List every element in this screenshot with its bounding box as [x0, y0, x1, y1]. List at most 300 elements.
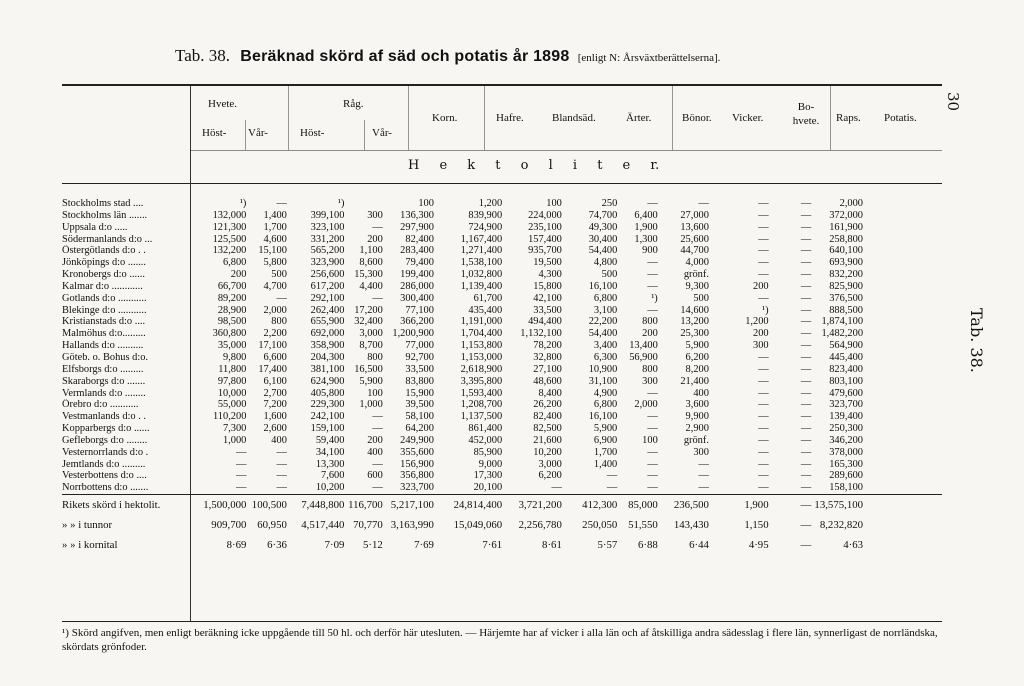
table-cell: 54,400 [588, 245, 618, 257]
table-cell: grönf. [683, 434, 709, 446]
table-cell [863, 447, 942, 459]
table-cell: — [800, 458, 812, 470]
header-bonor: Bönor. [682, 112, 712, 124]
table-cell: 10,200 [533, 446, 562, 458]
table-row [62, 305, 942, 317]
table-cell: 15,049,060 [453, 519, 503, 532]
table-cell: — [698, 482, 709, 494]
table-cell: — [647, 387, 658, 399]
table-cell: 400 [693, 387, 709, 399]
table-cell: 8,600 [359, 257, 383, 269]
table-cell: — [698, 198, 709, 209]
table-row [62, 257, 942, 269]
table-cell: 323,700 [829, 399, 864, 411]
table-cell: 3,400 [593, 340, 618, 352]
table-cell: — [236, 446, 247, 458]
col-divider [484, 86, 485, 150]
table-cell: 30,400 [588, 233, 618, 245]
county-name: Gotlands d:o ........... [62, 292, 147, 304]
col-divider [830, 86, 831, 150]
table-cell: 8,200 [685, 363, 709, 375]
table-cell: 6·44 [689, 539, 709, 552]
table-cell: 249,900 [400, 434, 434, 446]
table-cell: 9,900 [685, 411, 709, 423]
table-cell: 909,700 [211, 519, 247, 532]
table-cell: 1,600 [263, 411, 287, 423]
table-cell: 56,900 [629, 351, 658, 363]
table-cell: 2,256,780 [518, 519, 562, 532]
table-cell: — [758, 387, 769, 399]
table-row [62, 222, 942, 234]
table-cell: — [276, 458, 287, 470]
table-cell: 360,800 [212, 328, 247, 340]
county-name: Stockholms stad .... [62, 198, 144, 209]
table-cell: 51,550 [628, 519, 658, 532]
table-cell: 832,200 [829, 269, 864, 281]
county-name: Göteb. o. Bohus d:o. [62, 351, 149, 363]
table-cell: — [698, 458, 709, 470]
table-cell: 6,600 [263, 351, 287, 363]
table-cell: 33,500 [405, 363, 434, 375]
header-bottom-rule [62, 183, 942, 184]
table-cell: 16,100 [588, 411, 618, 423]
table-row [62, 210, 942, 222]
table-cell: 159,100 [310, 423, 345, 435]
table-cell: 1,000 [359, 399, 383, 411]
header-host-rag: Höst- [300, 127, 325, 139]
table-cell: 262,400 [310, 304, 345, 316]
table-cell: 13,200 [680, 316, 709, 328]
table-cell: 4,800 [593, 257, 618, 269]
table-cell: 6·36 [267, 539, 287, 552]
table-cell: 1,000 [223, 434, 247, 446]
table-cell: 3,100 [593, 304, 618, 316]
table-row [62, 293, 942, 305]
table-cell: ¹) [337, 198, 345, 209]
table-cell: ¹) [239, 198, 247, 209]
table-cell: — [647, 482, 658, 494]
table-cell: 381,100 [310, 363, 345, 375]
unit-label: H e k t o l i t e r. [408, 158, 660, 173]
table-cell: ¹) [651, 292, 658, 304]
table-row [62, 470, 942, 482]
table-cell: — [276, 482, 287, 494]
table-row [62, 198, 942, 210]
table-cell: — [800, 280, 812, 292]
table-cell: 60,950 [257, 519, 287, 532]
table-cell: — [758, 470, 769, 482]
table-cell: 1,153,000 [460, 351, 503, 363]
table-cell: 200 [367, 233, 383, 245]
table-cell: 64,200 [405, 423, 434, 435]
table-cell: 250,300 [829, 423, 864, 435]
table-cell: 24,814,400 [434, 495, 502, 516]
table-cell: 15,900 [405, 387, 434, 399]
table-cell [863, 515, 942, 535]
table-cell: 235,100 [528, 221, 562, 233]
table-cell: 165,300 [829, 458, 864, 470]
table-cell: 1,032,800 [460, 269, 503, 281]
header-top-rule [62, 84, 942, 86]
table-cell: 256,600 [310, 269, 345, 281]
table-cell: 358,900 [310, 340, 345, 352]
table-row [62, 245, 942, 257]
table-cell: — [800, 221, 812, 233]
table-cell: 28,900 [217, 304, 247, 316]
table-cell: 2,618,900 [460, 363, 503, 375]
table-cell: 900 [642, 245, 658, 257]
table-cell [863, 245, 942, 257]
table-cell: 1,100 [359, 245, 383, 257]
table-cell: 66,700 [217, 280, 247, 292]
table-cell [863, 316, 942, 328]
table-cell: 888,500 [829, 304, 864, 316]
table-cell [863, 423, 942, 435]
table-cell: 158,100 [829, 482, 864, 494]
table-cell: — [606, 470, 618, 482]
table-cell: 640,100 [829, 245, 864, 257]
table-cell: — [800, 316, 812, 328]
side-tab-label: Tab. 38. [967, 308, 986, 373]
col-divider [364, 120, 365, 150]
table-cell: 479,600 [829, 387, 864, 399]
table-cell: 4·95 [748, 539, 769, 552]
table-cell: 156,900 [400, 458, 434, 470]
table-cell: 97,800 [217, 375, 247, 387]
table-cell: 5,217,100 [383, 495, 434, 516]
table-cell: — [800, 470, 812, 482]
table-cell: 2,900 [685, 423, 709, 435]
col-divider [288, 86, 289, 150]
table-cell: 1,874,100 [821, 316, 864, 328]
table-cell [863, 198, 942, 210]
table-cell: grönf. [683, 269, 709, 281]
table-cell: — [800, 434, 812, 446]
table-cell: 1,704,400 [460, 328, 503, 340]
table-cell: — [647, 446, 658, 458]
table-cell: 4,600 [263, 233, 287, 245]
county-name: Kalmar d:o ............ [62, 280, 143, 292]
table-cell: 39,500 [405, 399, 434, 411]
table-cell: — [800, 539, 812, 552]
table-cell [863, 257, 942, 269]
table-cell: 825,900 [829, 280, 864, 292]
table-cell: 1,700 [593, 446, 618, 458]
county-name: Östergötlands d:o . . [62, 245, 146, 257]
table-cell: 200 [753, 280, 769, 292]
table-cell: 724,900 [468, 221, 503, 233]
table-cell: — [372, 423, 383, 435]
table-cell [863, 459, 942, 471]
table-cell: 3,721,200 [502, 495, 562, 516]
table-cell: 32,400 [354, 316, 383, 328]
table-cell: 6,200 [685, 351, 709, 363]
table-cell: — [372, 292, 383, 304]
table-cell: 82,400 [405, 233, 434, 245]
table-cell: 204,300 [310, 351, 345, 363]
table-cell: — [647, 198, 658, 209]
table-cell: — [647, 411, 658, 423]
table-cell: 25,600 [680, 233, 709, 245]
table-cell: 11,800 [218, 363, 247, 375]
footnote: ¹) Skörd angifven, men enligt beräkning icke uppgående till 50 hl. och derför här utesluten. — Härjemte har af vicker i alla län och af åtskilliga andra sädesslag i flere län, synnerligast de norrländska, skördats grönfoder. [62, 627, 938, 653]
table-cell: 85,000 [617, 495, 658, 516]
table-cell: 78,200 [533, 340, 562, 352]
header-vicker: Vicker. [732, 112, 764, 124]
table-cell: 8·61 [542, 539, 562, 552]
table-cell: 323,900 [310, 257, 345, 269]
table-cell: — [276, 446, 287, 458]
table-cell: 70,770 [353, 519, 383, 532]
table-cell: 55,000 [217, 399, 247, 411]
table-cell [863, 470, 942, 482]
col-divider [672, 86, 673, 150]
table-cell: 289,600 [829, 470, 864, 482]
table-cell: 1,153,800 [460, 340, 503, 352]
table-cell: 3,000 [538, 458, 562, 470]
table-cell: 1,271,400 [460, 245, 503, 257]
table-cell: 435,400 [468, 304, 503, 316]
table-cell: 13,575,100 [811, 495, 863, 516]
table-row [62, 399, 942, 411]
table-cell [863, 399, 942, 411]
table-cell: 58,100 [405, 411, 434, 423]
table-cell: 20,100 [473, 482, 503, 494]
table-cell: 2,700 [263, 387, 287, 399]
table-cell: 3,163,990 [390, 519, 434, 532]
table-cell: 823,400 [829, 363, 864, 375]
table-cell: 935,700 [528, 245, 562, 257]
table-cell: 323,100 [310, 221, 345, 233]
table-cell: 356,800 [400, 470, 434, 482]
table-cell: — [800, 387, 812, 399]
table-cell: 500 [601, 269, 618, 281]
table-cell: — [372, 482, 383, 494]
table-cell: — [647, 423, 658, 435]
table-cell: 4,000 [685, 257, 709, 269]
table-cell: 412,300 [562, 495, 617, 516]
county-name: Jönköpings d:o ....... [62, 257, 146, 269]
table-cell: 286,000 [400, 280, 434, 292]
table-cell: 16,100 [588, 280, 618, 292]
table-cell: 399,100 [310, 209, 345, 221]
county-name: Kristianstads d:o .... [62, 316, 146, 328]
table-cell: 692,000 [310, 328, 345, 340]
table-cell: 6,100 [263, 375, 287, 387]
table-cell: — [276, 292, 287, 304]
table-cell: — [800, 351, 812, 363]
table-cell: — [800, 519, 812, 532]
table-cell: 617,200 [310, 280, 345, 292]
table-cell: 31,100 [588, 375, 618, 387]
table-cell: — [800, 198, 812, 209]
table-cell: — [372, 411, 383, 423]
county-name: Kopparbergs d:o ...... [62, 423, 150, 435]
table-cell: 600 [367, 470, 383, 482]
table-cell: — [276, 198, 287, 209]
table-cell: 132,000 [212, 209, 247, 221]
table-cell: 1,593,400 [460, 387, 503, 399]
table-title: Beräknad skörd af säd och potatis år 1898 [240, 48, 570, 65]
table-cell [863, 352, 942, 364]
table-cell: 59,400 [315, 434, 345, 446]
table-cell: 1,200 [478, 198, 503, 209]
table-cell: ¹) [762, 304, 769, 316]
table-cell: — [758, 198, 769, 209]
table-cell: 1,538,100 [460, 257, 503, 269]
table-cell [344, 198, 382, 210]
table-cell: 6,200 [538, 470, 562, 482]
table-cell: — [236, 482, 247, 494]
table-cell: — [758, 221, 769, 233]
table-cell: — [606, 482, 618, 494]
table-cell: 372,000 [829, 209, 864, 221]
table-cell: 6,900 [593, 434, 618, 446]
table-cell: 4,700 [263, 280, 287, 292]
table-cell: — [758, 233, 769, 245]
table-cell: 1,400 [593, 458, 618, 470]
table-cell: 300 [642, 375, 658, 387]
table-cell: — [758, 209, 769, 221]
table-cell: — [758, 434, 769, 446]
table-row [62, 316, 942, 328]
table-cell: 494,400 [528, 316, 562, 328]
table-cell: — [800, 328, 812, 340]
table-cell: 13,300 [315, 458, 345, 470]
table-cell: 14,600 [680, 304, 709, 316]
table-cell: 400 [367, 446, 383, 458]
county-name: Vesterbottens d:o .... [62, 470, 147, 482]
table-cell: — [276, 470, 287, 482]
table-cell: 13,400 [629, 340, 658, 352]
table-cell: 34,100 [315, 446, 345, 458]
table-cell: 6,800 [223, 257, 247, 269]
table-cell: 8,700 [359, 340, 383, 352]
table-cell: 800 [642, 363, 658, 375]
table-cell: 6,800 [593, 399, 618, 411]
table-cell: 44,700 [680, 245, 709, 257]
table-cell [863, 305, 942, 317]
table-cell: — [551, 482, 562, 494]
table-cell: 200 [753, 328, 769, 340]
table-cell: — [758, 423, 769, 435]
table-cell: — [800, 233, 812, 245]
table-cell: 7,448,800 [287, 495, 345, 516]
table-cell [863, 482, 942, 494]
table-cell: — [758, 351, 769, 363]
table-cell: 323,700 [400, 482, 434, 494]
table-cell: 800 [367, 351, 383, 363]
header-raps: Raps. [836, 112, 861, 124]
table-cell: 100 [642, 434, 658, 446]
table-cell: 4,517,440 [301, 519, 345, 532]
county-name: Norrbottens d:o ....... [62, 482, 149, 494]
table-cell: 16,500 [354, 363, 383, 375]
table-row [62, 281, 942, 293]
table-cell: 83,800 [405, 375, 434, 387]
table-cell: — [758, 482, 769, 494]
header-hafre: Hafre. [496, 112, 524, 124]
table-cell: 800 [271, 316, 287, 328]
table-cell [863, 495, 942, 516]
table-cell: 8,400 [538, 387, 562, 399]
table-cell: 297,900 [400, 221, 434, 233]
table-cell: 54,400 [588, 328, 618, 340]
table-cell: — [758, 446, 769, 458]
table-cell: 9,300 [685, 280, 709, 292]
table-cell: 35,000 [217, 340, 247, 352]
table-cell: — [800, 209, 812, 221]
table-cell: 2,000 [839, 198, 864, 209]
table-cell: 100 [418, 198, 434, 209]
table-cell: — [769, 495, 812, 516]
table-row [62, 364, 942, 376]
table-cell: 100,500 [246, 495, 287, 516]
table-cell: — [758, 411, 769, 423]
table-cell: 1,167,400 [460, 233, 503, 245]
county-name: Vermlands d:o ........ [62, 387, 146, 399]
table-cell: 1,208,700 [460, 399, 503, 411]
table-cell [863, 435, 942, 447]
county-name: » » i tunnor [62, 519, 113, 532]
table-cell: 2,000 [263, 304, 287, 316]
table-cell: — [758, 458, 769, 470]
table-cell: — [372, 458, 383, 470]
table-row [62, 535, 942, 555]
table-cell [863, 234, 942, 246]
table-cell: 17,400 [258, 363, 287, 375]
table-cell: 92,700 [405, 351, 434, 363]
table-cell: 15,800 [533, 280, 562, 292]
table-cell: 15,100 [258, 245, 287, 257]
table-cell: 564,900 [829, 340, 864, 352]
county-name: Södermanlands d:o ... [62, 233, 153, 245]
table-cell: 803,100 [829, 375, 864, 387]
table-cell: — [800, 292, 812, 304]
table-cell: 283,400 [400, 245, 434, 257]
table-cell: — [758, 363, 769, 375]
table-cell: 346,200 [829, 434, 864, 446]
county-name: Kronobergs d:o ...... [62, 269, 145, 281]
table-cell: 8,232,820 [819, 519, 864, 532]
table-cell: — [800, 257, 812, 269]
table-row [62, 459, 942, 471]
table-cell: 7,600 [321, 470, 345, 482]
table-cell: 250 [601, 198, 618, 209]
col-divider [245, 120, 246, 150]
table-cell: — [758, 399, 769, 411]
table-cell: 21,600 [533, 434, 562, 446]
table-cell: 300 [367, 209, 383, 221]
table-cell: 77,000 [405, 340, 434, 352]
table-cell: 1,400 [263, 209, 287, 221]
table-cell: 7,300 [223, 423, 247, 435]
table-cell: 258,800 [829, 233, 864, 245]
table-cell: — [800, 446, 812, 458]
table-row [62, 435, 942, 447]
table-cell: 3,000 [359, 328, 383, 340]
table-cell: 5,900 [685, 340, 709, 352]
table-row [62, 388, 942, 400]
table-cell: 74,700 [588, 209, 618, 221]
table-cell: 236,500 [658, 495, 709, 516]
table-cell: 15,300 [354, 269, 383, 281]
table-row [62, 328, 942, 340]
table-row [62, 482, 942, 494]
table-cell: 366,200 [400, 316, 434, 328]
header-var-rag: Vår- [372, 127, 392, 139]
header-blandsad: Blandsäd. [552, 112, 596, 124]
